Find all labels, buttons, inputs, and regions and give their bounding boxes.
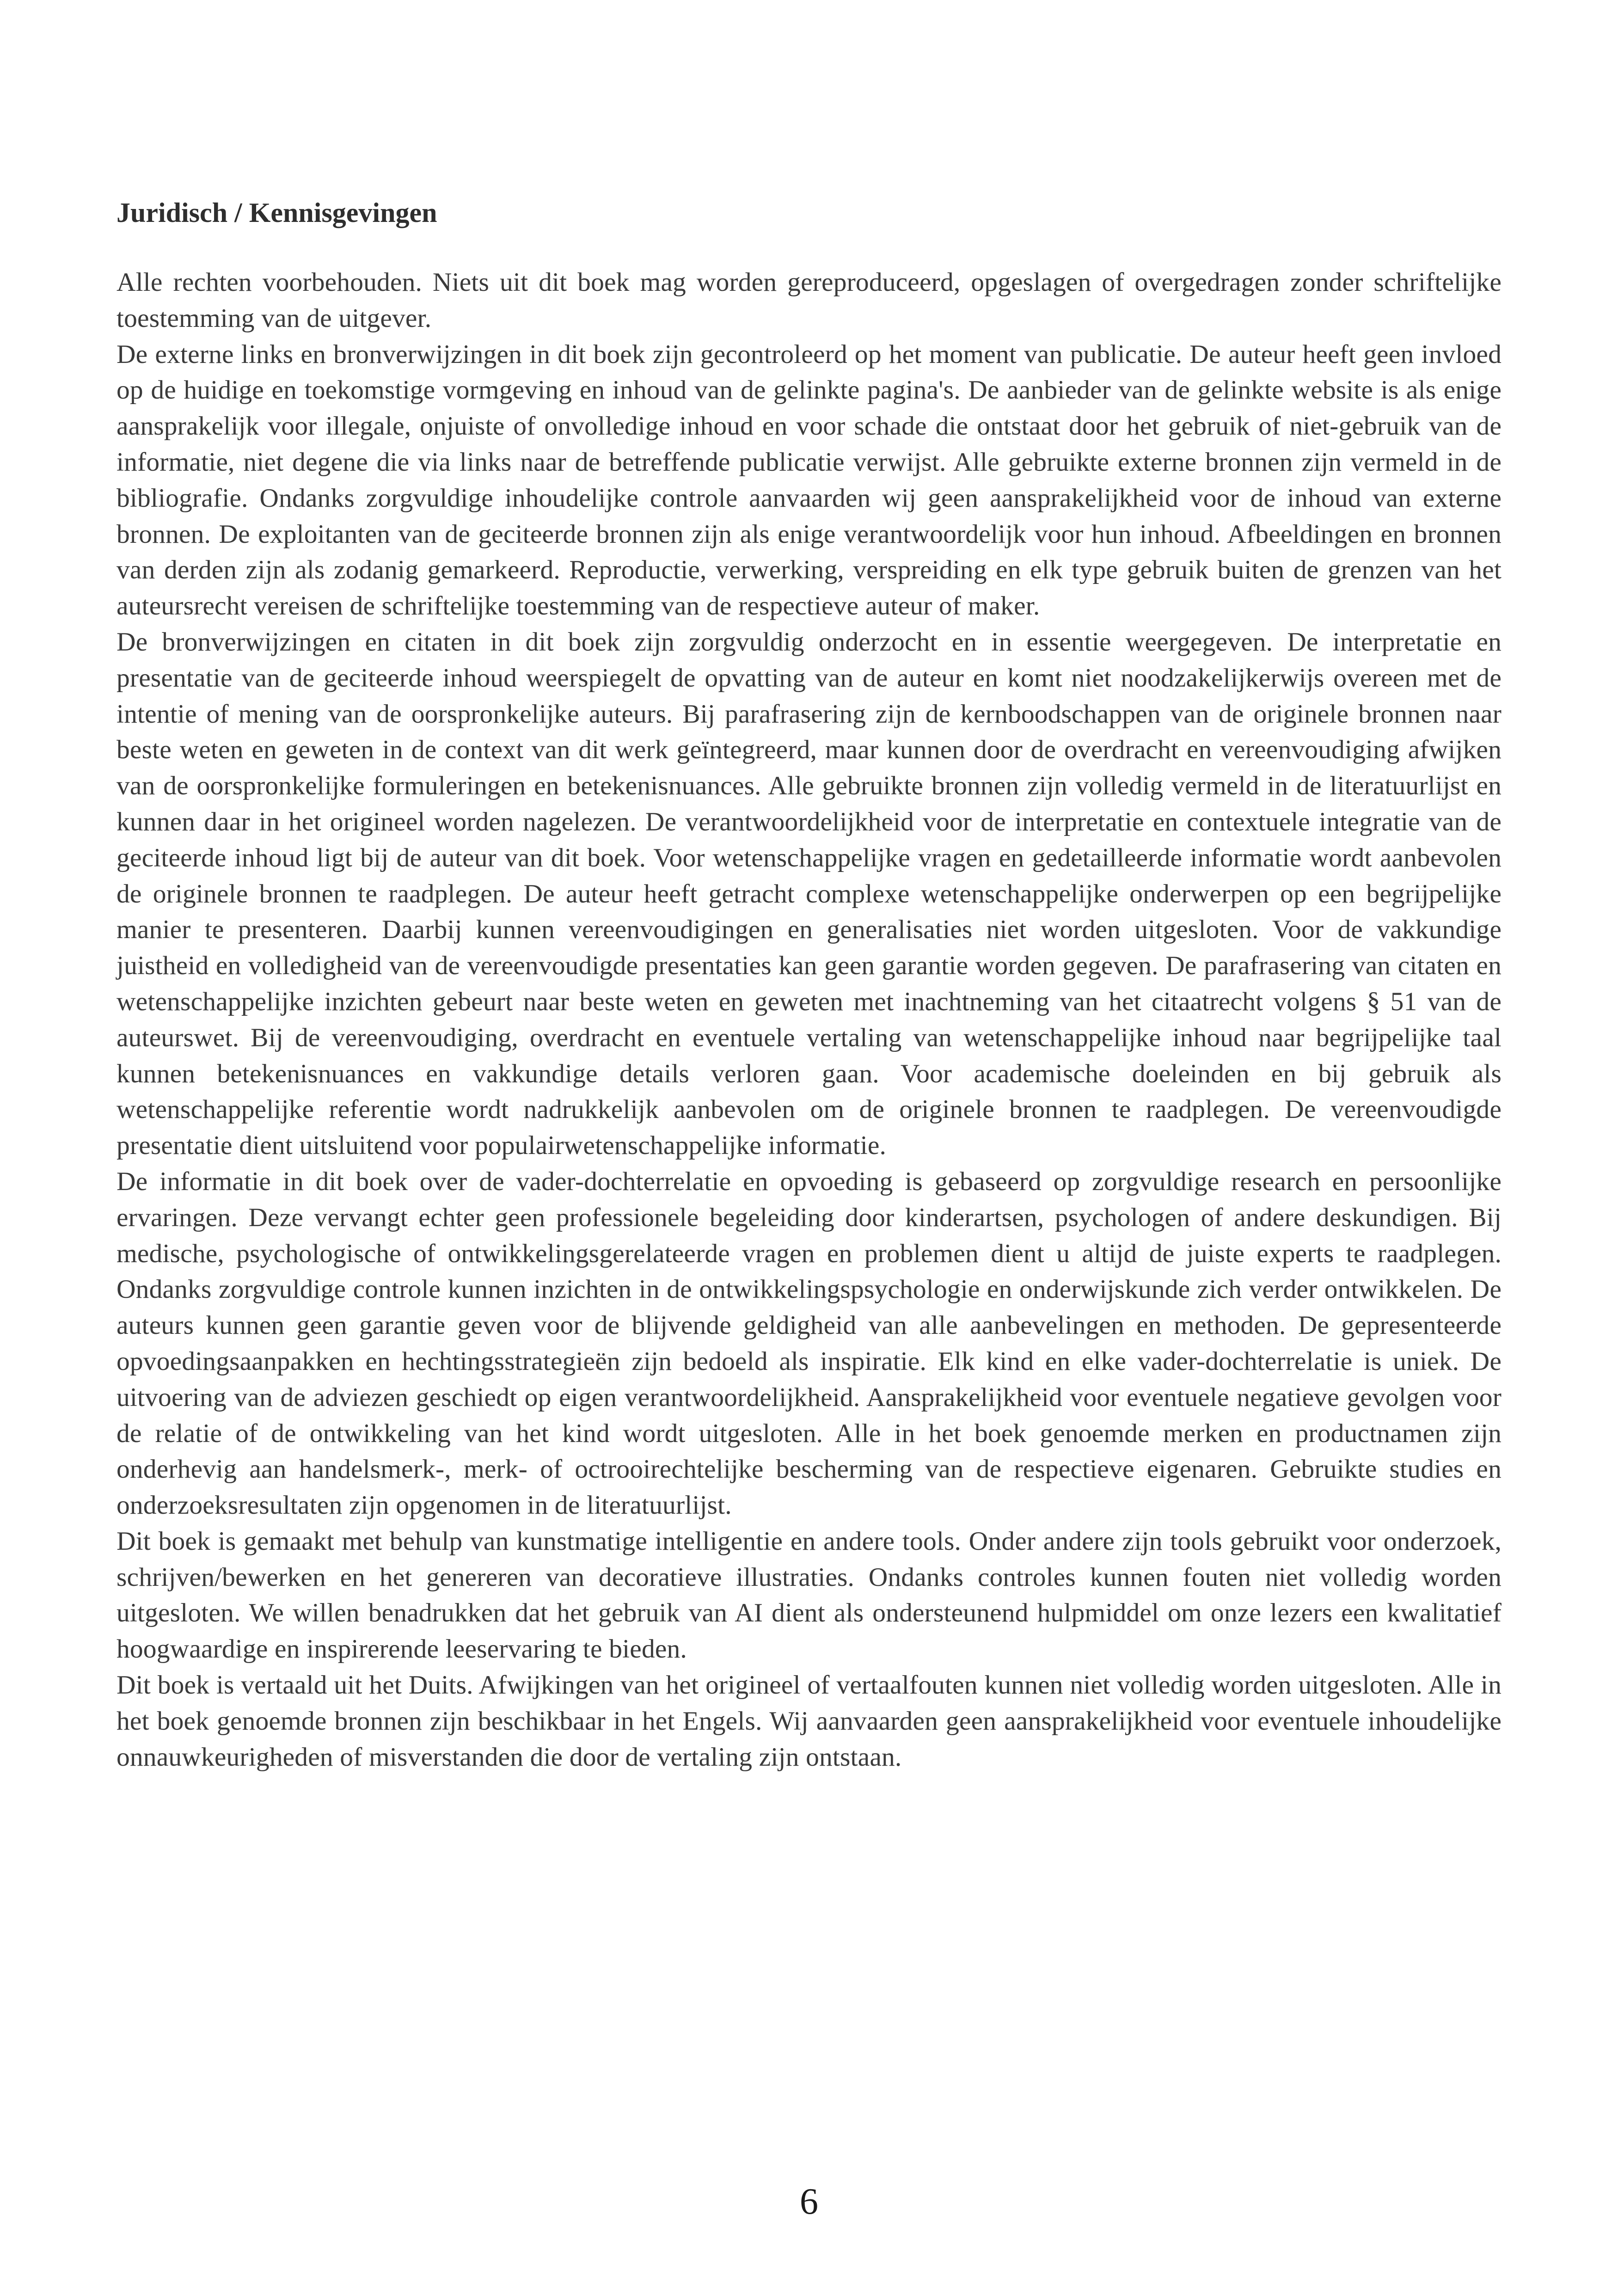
paragraph-external-links: De externe links en bronverwijzingen in dit boek zijn gecontroleerd op het moment van publicatie. De auteur heeft geen invloed op de huidige en toekomstige vormgeving en inhoud van de gelinkte pagina's. De aanbieder van de gelinkte website is als enige aansprakelijk voor illegale, onjuiste of onvolledige inhoud en voor schade die ontstaat door het gebruik of niet-gebruik van de informatie, niet degene die via links naar de betreffende publicatie verwijst. Alle gebruikte externe bronnen zijn vermeld in de bibliografie. Ondanks zorgvuldige inhoudelijke controle aanvaarden wij geen aansprakelijkheid voor de inhoud van externe bronnen. De exploitanten van de geciteerde bronnen zijn als enige verantwoordelijk voor hun inhoud. Afbeeldingen en bronnen van derden zijn als zodanig gemarkeerd. Reproductie, verwerking, verspreiding en elk type gebruik buiten de grenzen van het auteursrecht vereisen de schriftelijke toestemming van de respectieve auteur of maker. — [116, 339, 1502, 621]
paragraph-citations: De bronverwijzingen en citaten in dit boek zijn zorgvuldig onderzocht en in essentie weergegeven. De interpretatie en presentatie van de geciteerde inhoud weerspiegelt de opvatting van de auteur en komt niet noodzakelijkerwijs overeen met de intentie of mening van de oorspronkelijke auteurs. Bij parafrasering zijn de kernboodschappen van de originele bronnen naar beste weten en geweten in de context van dit werk geïntegreerd, maar kunnen door de overdracht en vereenvoudiging afwijken van de oorspronkelijke formuleringen en betekenisnuances. Alle gebruikte bronnen zijn volledig vermeld in de literatuurlijst en kunnen daar in het origineel worden nagelezen. De verantwoordelijkheid voor de interpretatie en contextuele integratie van de geciteerde inhoud ligt bij de auteur van dit boek. Voor wetenschappelijke vragen en gedetailleerde informatie wordt aanbevolen de originele bronnen te raadplegen. De auteur heeft getracht complexe wetenschappelijke onderwerpen op een begrijpelijke manier te presenteren. Daarbij kunnen vereenvoudigingen en generalisaties niet worden uitgesloten. Voor de vakkundige juistheid en volledigheid van de vereenvoudigde presentaties kan geen garantie worden gegeven. De parafrasering van citaten en wetenschappelijke inzichten gebeurt naar beste weten en geweten met inachtneming van het citaatrecht volgens § 51 van de auteurswet. Bij de vereenvoudiging, overdracht en eventuele vertaling van wetenschappelijke inhoud naar begrijpelijke taal kunnen betekenisnuances en vakkundige details verloren gaan. Voor academische doeleinden en bij gebruik als wetenschappelijke referentie wordt nadrukkelijk aanbevolen om de originele bronnen te raadplegen. De vereenvoudigde presentatie dient uitsluitend voor populairwetenschappelijke informatie. — [116, 627, 1502, 1160]
paragraph-ai-disclosure: Dit boek is gemaakt met behulp van kunstmatige intelligentie en andere tools. Onder andere zijn tools gebruikt voor onderzoek, schrijven/bewerken en het genereren van decoratieve illustraties. Ondanks controles kunnen fouten niet volledig worden uitgesloten. We willen benadrukken dat het gebruik van AI dient als ondersteunend hulpmiddel om onze lezers een kwalitatief hoogwaardige en inspirerende leeservaring te bieden. — [116, 1526, 1502, 1664]
paragraph-parenting-disclaimer: De informatie in dit boek over de vader-dochterrelatie en opvoeding is gebaseerd op zorgvuldige research en persoonlijke ervaringen. Deze vervangt echter geen professionele begeleiding door kinderartsen, psychologen of andere deskundigen. Bij medische, psychologische of ontwikkelingsgerelateerde vragen en problemen dient u altijd de juiste experts te raadplegen. Ondanks zorgvuldige controle kunnen inzichten in de ontwikkelingspsychologie en onderwijskunde zich verder ontwikkelen. De auteurs kunnen geen garantie geven voor de blijvende geldigheid van alle aanbevelingen en methoden. De gepresenteerde opvoedingsaanpakken en hechtingsstrategieën zijn bedoeld als inspiratie. Elk kind en elke vader-dochterrelatie is uniek. De uitvoering van de adviezen geschiedt op eigen verantwoordelijkheid. Aansprakelijkheid voor eventuele negatieve gevolgen voor de relatie of de ontwikkeling van het kind wordt uitgesloten. Alle in het boek genoemde merken en productnamen zijn onderhevig aan handelsmerk-, merk- of octrooirechtelijke bescherming van de respectieve eigenaren. Gebruikte studies en onderzoeksresultaten zijn opgenomen in de literatuurlijst. — [116, 1166, 1502, 1520]
paragraph-translation: Dit boek is vertaald uit het Duits. Afwijkingen van het origineel of vertaalfouten kunnen niet volledig worden uitgesloten. Alle in het boek genoemde bronnen zijn beschikbaar in het Engels. Wij aanvaarden geen aansprakelijkheid voor eventuele inhoudelijke onnauwkeurigheden of misverstanden die door de vertaling zijn ontstaan. — [116, 1670, 1502, 1772]
page-number: 6 — [800, 2181, 818, 2222]
paragraph-rights-reserved: Alle rechten voorbehouden. Niets uit dit boek mag worden gereproduceerd, opgeslagen of overgedragen zonder schriftelijke toestemming van de uitgever. — [116, 268, 1502, 333]
document-page — [116, 194, 1502, 1775]
legal-notice-body — [116, 264, 1502, 1775]
section-heading: Juridisch / Kennisgevingen — [116, 197, 437, 228]
